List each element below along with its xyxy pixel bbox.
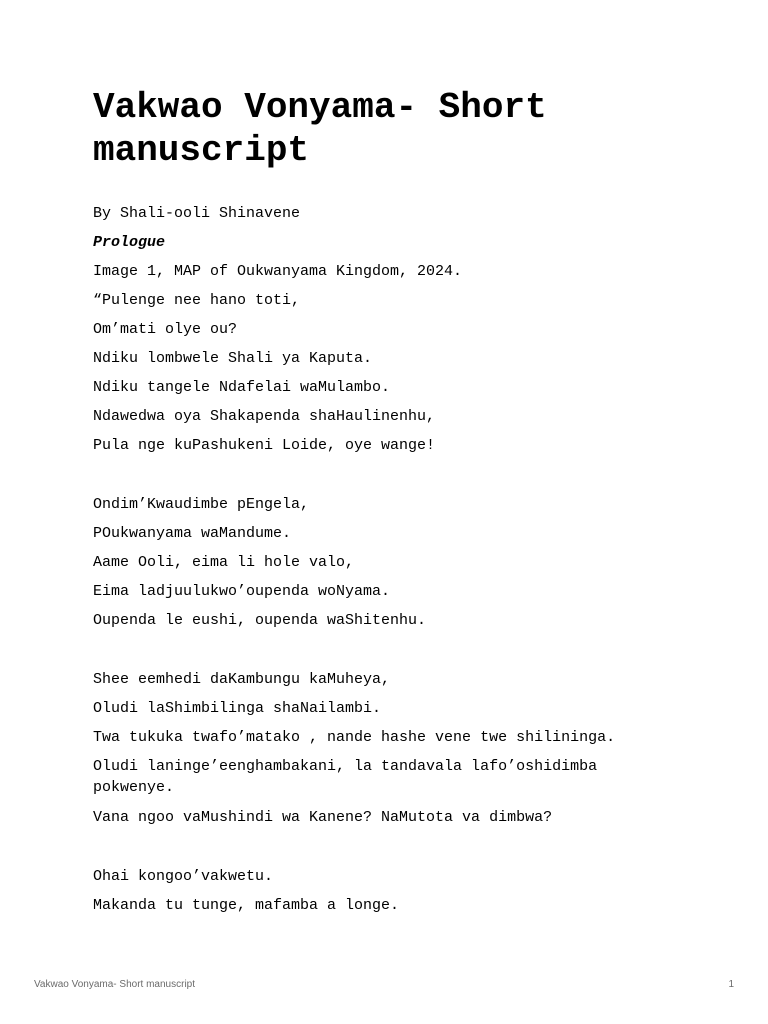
poem-line: POukwanyama waMandume. — [93, 525, 292, 542]
poem-line: Ondim’Kwaudimbe pEngela, — [93, 496, 310, 513]
document-title: Vakwao Vonyama- Short manuscript — [93, 87, 547, 171]
poem-line: Ndiku lombwele Shali ya Kaputa. — [93, 350, 373, 367]
poem-line: Aame Ooli, eima li hole valo, — [93, 554, 355, 571]
poem-line: Ndiku tangele Ndafelai waMulambo. — [93, 379, 391, 396]
poem-line: Oludi laninge’eenghambakani, la tandavala lafo’oshidimba pokwenye. — [93, 758, 607, 796]
poem-line: Shee eemhedi daKambungu kaMuheya, — [93, 671, 391, 688]
poem-line: Pula nge kuPashukeni Loide, oye wange! — [93, 437, 436, 454]
poem-line: Oludi laShimbilinga shaNailambi. — [93, 700, 382, 717]
image-caption: Image 1, MAP of Oukwanyama Kingdom, 2024. — [93, 263, 463, 280]
poem-line: Makanda tu tunge, mafamba a longe. — [93, 897, 400, 914]
poem-line: Eima ladjuulukwo’oupenda woNyama. — [93, 583, 391, 600]
section-heading: Prologue — [93, 234, 166, 251]
poem-line: Twa tukuka twafo’matako , nande hashe vene twe shilininga. — [93, 729, 616, 746]
footer-title: Vakwao Vonyama- Short manuscript — [34, 979, 196, 990]
poem-line: Ndawedwa oya Shakapenda shaHaulinenhu, — [93, 408, 436, 425]
poem-line: Om’mati olye ou? — [93, 321, 238, 338]
byline: By Shali-ooli Shinavene — [93, 205, 301, 222]
poem-line: Oupenda le eushi, oupenda waShitenhu. — [93, 612, 427, 629]
poem-line: Vana ngoo vaMushindi wa Kanene? NaMutota va dimbwa? — [93, 809, 553, 826]
page-number: 1 — [728, 979, 734, 990]
poem-line: “Pulenge nee hano toti, — [93, 292, 301, 309]
poem-line: Ohai kongoo’vakwetu. — [93, 868, 274, 885]
